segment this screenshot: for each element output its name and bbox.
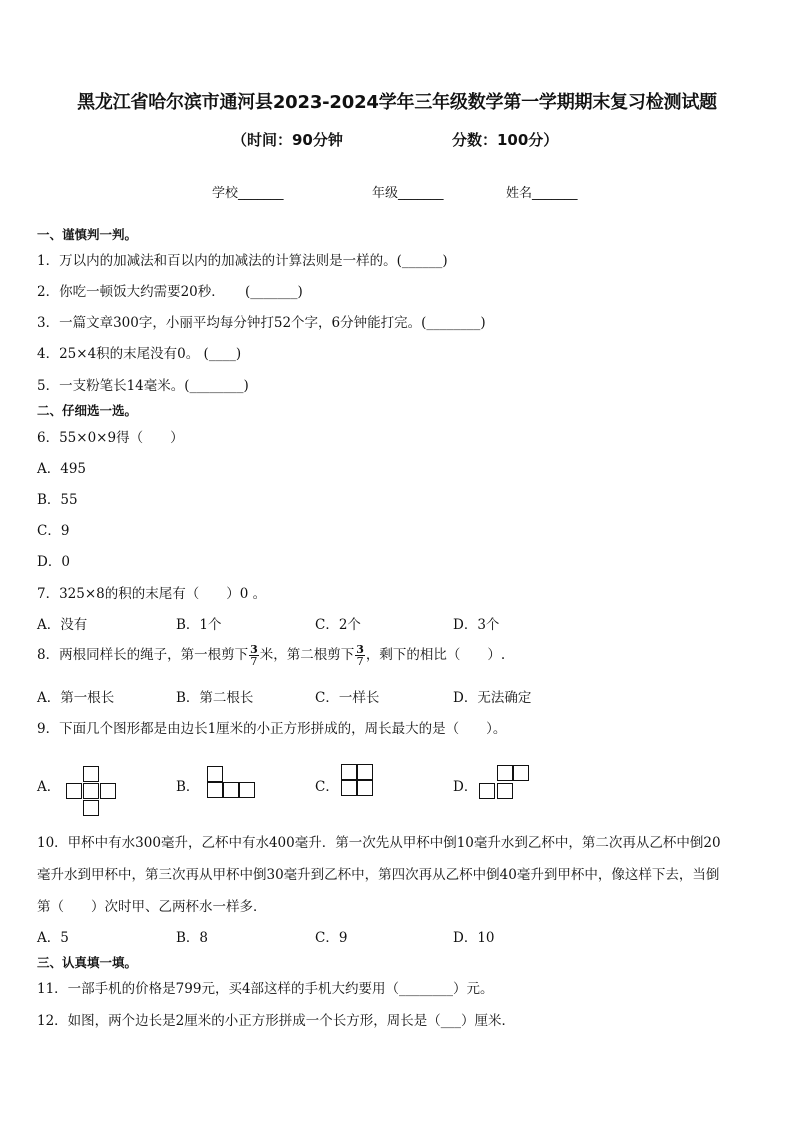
question-5: 5．一支粉笔长14毫米。(________) [37, 378, 249, 394]
q6-option-a: A．495 [37, 461, 87, 477]
q8-fraction-2: $\frac{3}{7}$ [356, 643, 364, 668]
question-4: 4．25×4积的末尾没有0。 (____) [37, 346, 242, 362]
figure-a-extra [66, 766, 118, 818]
question-10-line-3: 第（ ）次时甲、乙两杯水一样多． [37, 899, 267, 915]
question-1: 1．万以内的加减法和百以内的加减法的计算法则是一样的。(______) [37, 253, 448, 269]
exam-time: （时间：90分钟 [232, 131, 343, 149]
q8-text-end: ，剩下的相比（ ）. [365, 647, 506, 663]
q8-option-c: C．一样长 [315, 690, 380, 706]
q8-fraction-1: $\frac{3}{7}$ [250, 643, 258, 668]
question-2: 2．你吃一顿饭大约需要20秒． (_______) [37, 284, 303, 300]
q7-option-d: D．3个 [453, 617, 500, 633]
figure-b-squares [207, 766, 257, 800]
section-heading-fill: 三、认真填一填。 [37, 955, 138, 970]
question-7: 7．325×8的积的末尾有（ ）0 。 [37, 586, 267, 602]
question-12: 12．如图，两个边长是2厘米的小正方形拼成一个长方形，周长是（___）厘米． [37, 1013, 516, 1029]
q7-option-c: C．2个 [315, 617, 361, 633]
q9-option-c: C． [315, 779, 339, 795]
question-6: 6．55×0×9得（ ） [37, 430, 184, 446]
q9-option-a: A． [37, 779, 61, 795]
school-field: 学校_______ [212, 186, 284, 201]
page-title: 黑龙江省哈尔滨市通河县2023-2024学年三年级数学第一学期期末复习检测试题 [77, 92, 717, 113]
q7-option-a: A．没有 [37, 617, 88, 633]
q10-option-c: C．9 [315, 930, 348, 946]
question-10-line-1: 10．甲杯中有水300毫升，乙杯中有水400毫升．第一次先从甲杯中倒10毫升水到乙杯中，第二次再从乙杯中倒20 [37, 835, 721, 851]
q8-option-a: A．第一根长 [37, 690, 115, 706]
figure-c-squares [341, 764, 375, 798]
section-heading-choose: 二、仔细选一选。 [37, 403, 138, 418]
q9-option-d: D． [453, 779, 478, 795]
q10-option-b: B．8 [176, 930, 209, 946]
q6-option-d: D．0 [37, 554, 70, 570]
q6-option-b: B．55 [37, 492, 78, 508]
q8-text-start: 8．两根同样长的绳子，第一根剪下 [37, 647, 249, 663]
q6-option-c: C．9 [37, 523, 70, 539]
question-10-line-2: 毫升水到甲杯中，第三次再从甲杯中倒30毫升到乙杯中，第四次再从乙杯中倒40毫升到甲杯中，像这样下去，当倒 [37, 867, 720, 883]
question-11: 11．一部手机的价格是799元，买4部这样的手机大约要用（________）元。 [37, 981, 494, 997]
question-8 [37, 643, 505, 667]
grade-field: 年级_______ [372, 186, 444, 201]
name-field: 姓名_______ [506, 186, 578, 201]
question-9: 9．下面几个图形都是由边长1厘米的小正方形拼成的，周长最大的是（ ）。 [37, 721, 507, 737]
q8-option-b: B．第二根长 [176, 690, 254, 706]
q8-option-d: D．无法确定 [453, 690, 532, 706]
question-3: 3．一篇文章300字，小丽平均每分钟打52个字，6分钟能打完。(________) [37, 315, 486, 331]
figure-d-squares [479, 765, 531, 801]
exam-score: 分数：100分） [452, 131, 559, 149]
q8-text-middle: 米，第二根剪下 [259, 647, 355, 663]
q7-option-b: B．1个 [176, 617, 222, 633]
q10-option-a: A．5 [37, 930, 69, 946]
section-heading-judge: 一、谨慎判一判。 [37, 227, 138, 242]
q10-option-d: D．10 [453, 930, 495, 946]
q9-option-b: B． [176, 779, 200, 795]
